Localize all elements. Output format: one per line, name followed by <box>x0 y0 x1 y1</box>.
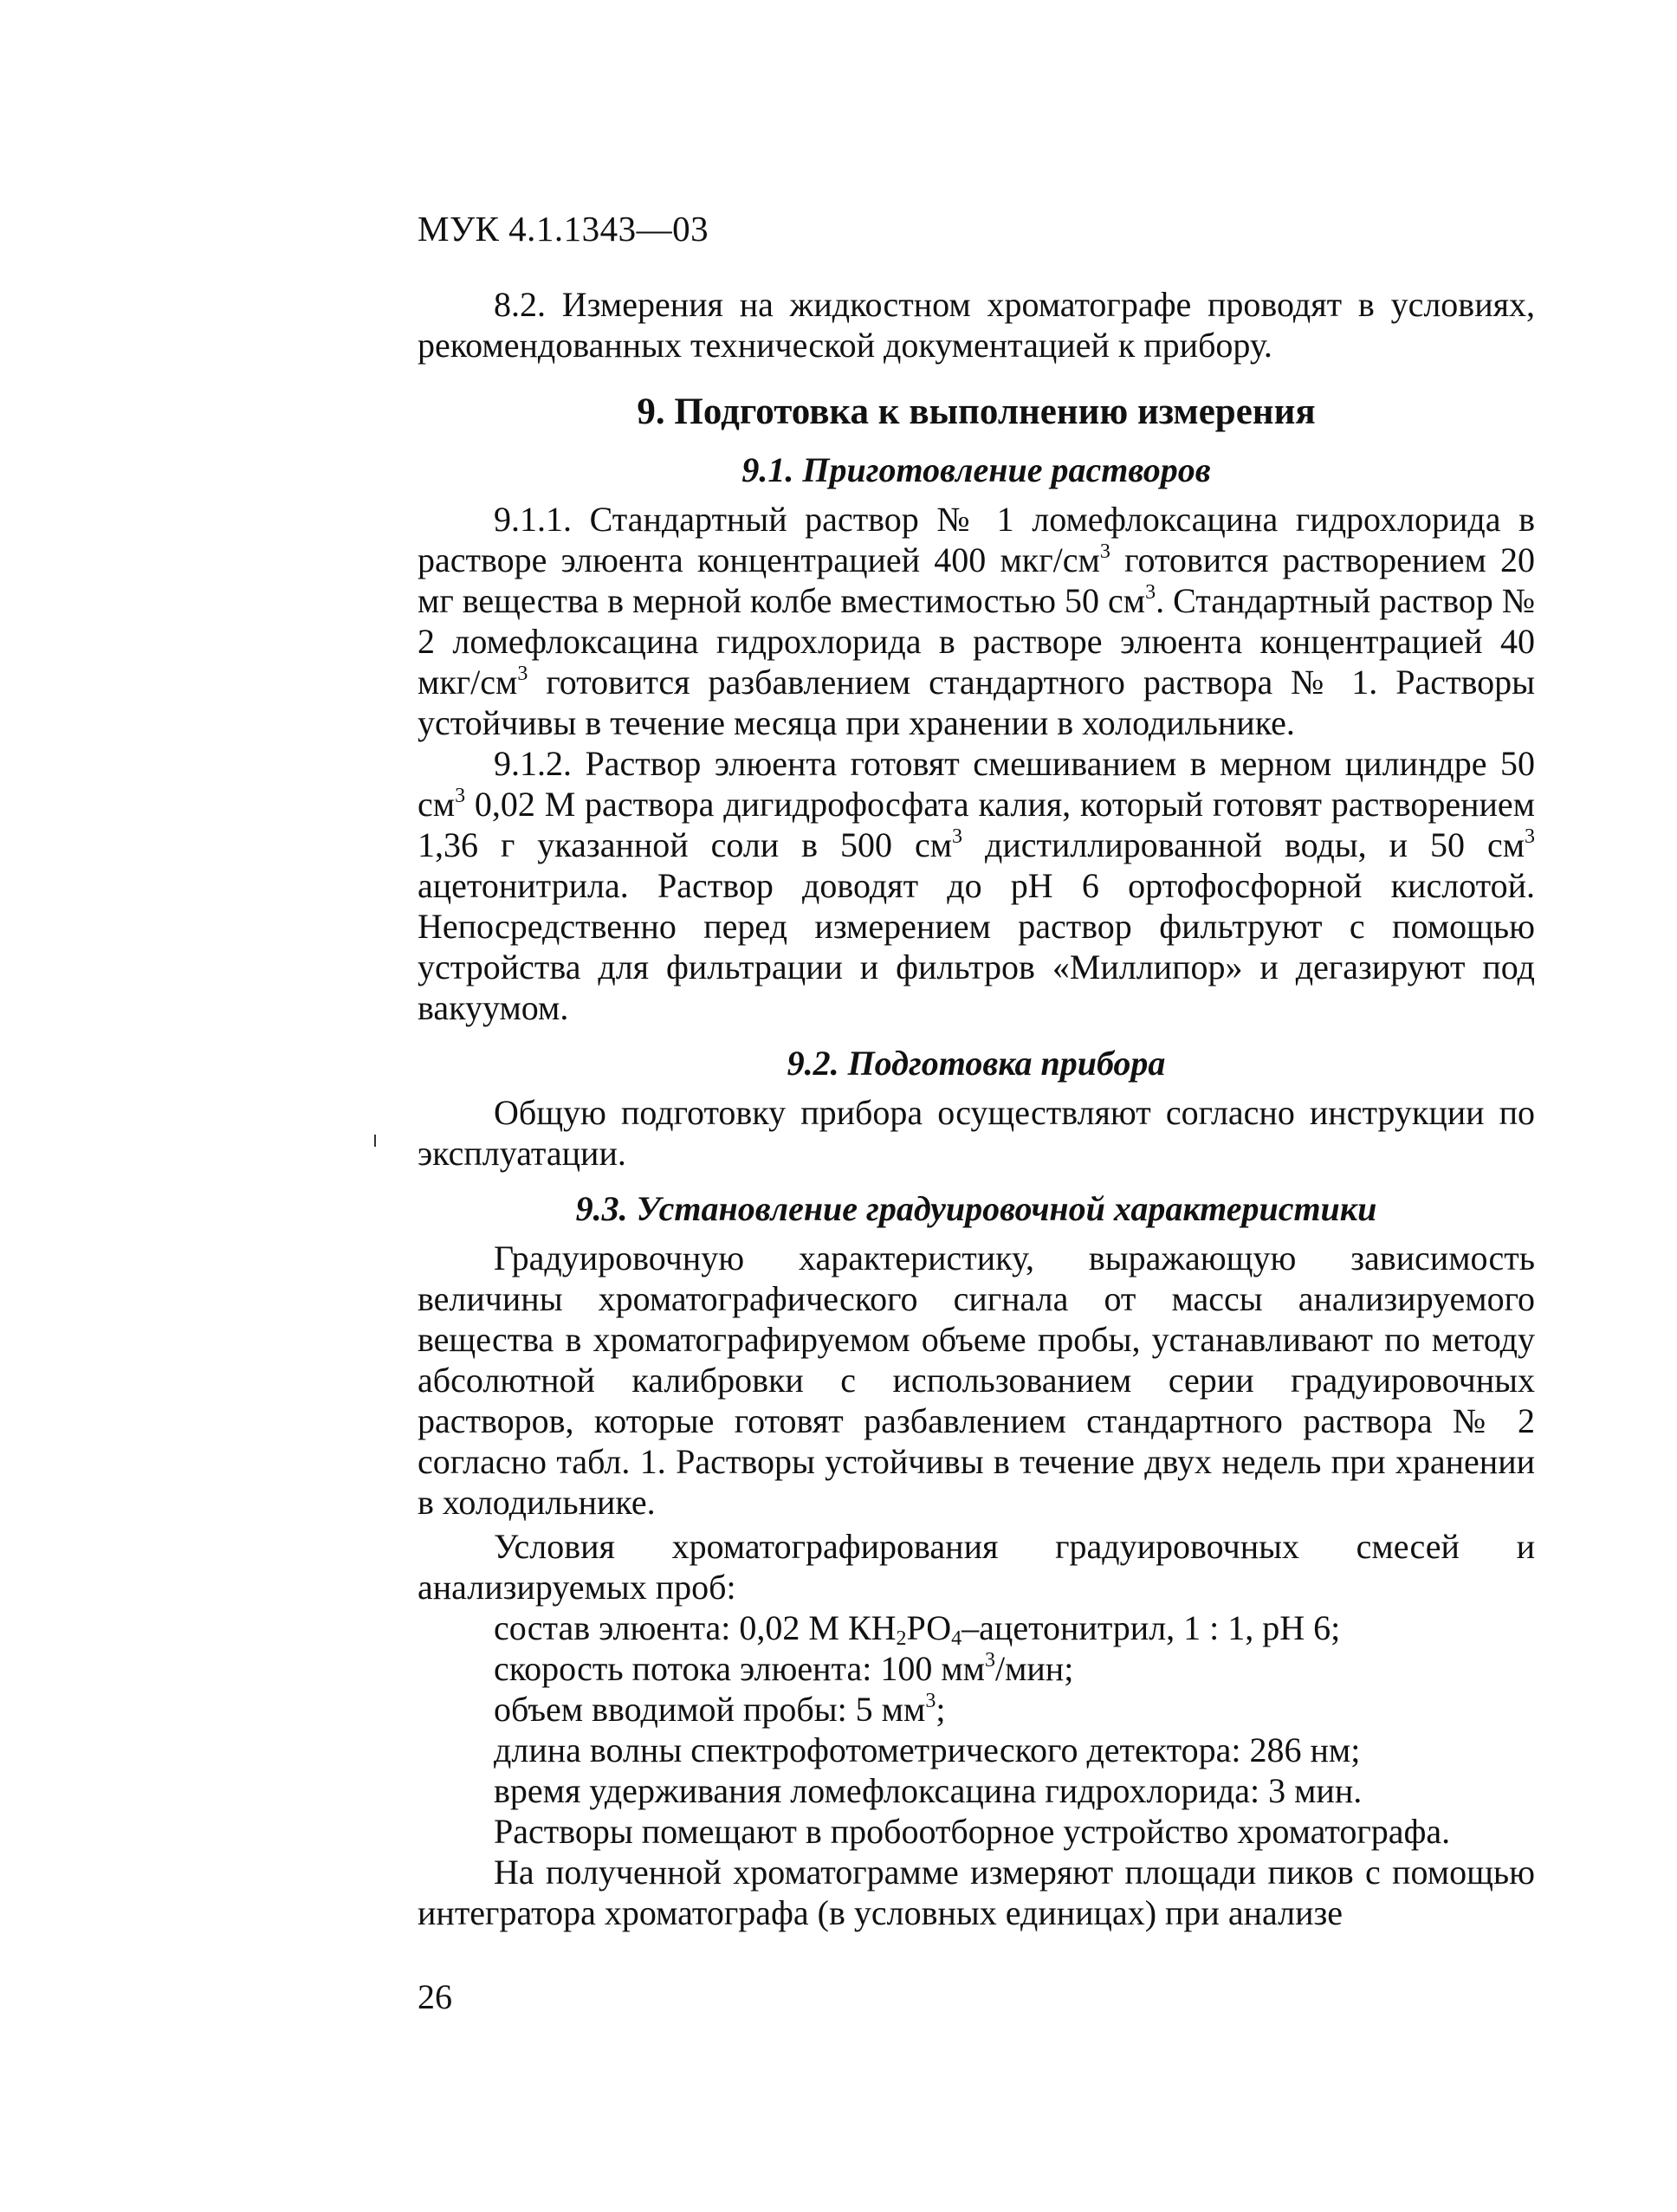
text-run: /мин; <box>994 1649 1074 1688</box>
paragraph-9-1-1 <box>418 499 1535 743</box>
paragraph-9-3-sampler: Растворы помещают в пробоотборное устройство хроматографа. <box>494 1812 1451 1851</box>
condition-eluent <box>418 1607 1535 1648</box>
superscript: 3 <box>1099 540 1110 563</box>
paragraph-9-3-conditions-intro: Условия хроматографирования градуировочных смесей и анализируемых проб: <box>418 1527 1535 1607</box>
paragraph-8-2: 8.2. Измерения на жидкостном хроматографе проводят в условиях, рекомендованных технической документацией к прибору. <box>418 285 1535 365</box>
text-run: объем вводимой пробы: 5 мм <box>494 1690 926 1729</box>
superscript: 3 <box>925 1690 936 1712</box>
paragraph-9-3-chromatogram: На полученной хроматограмме измеряют площади пиков с помощью интегратора хроматографа (в условных единицах) при анализе <box>418 1853 1535 1932</box>
text-run: дистиллированной воды, и 50 см <box>962 825 1525 864</box>
paragraph-9-1-2 <box>418 743 1535 1028</box>
paragraph-9-3-calibration: Градуировочную характеристику, выражающую зависимость величины хроматографического сигнала от массы анализируемого вещества в хроматографируемом объеме пробы, устанавливают по методу абсолютной калибровки с использованием серии градуировочных растворов, которые готовят разбавлением стандартного раствора № 2 согласно табл. 1. Растворы устойчивы в течение двух недель при хранении в холодильнике. <box>418 1239 1535 1522</box>
section-9-1-heading: 9.1. Приготовление растворов <box>741 450 1211 489</box>
text-run: ацетонитрила. Раствор доводят до рН 6 ортофосфорной кислотой. Непосредственно перед измерением раствор фильтруют с помощью устройства для фильтрации и фильтров «Миллипор» и дегазируют под вакуумом. <box>418 866 1535 1027</box>
conditions-list <box>418 1607 1535 1811</box>
scan-mark <box>374 1135 376 1147</box>
superscript: 3 <box>1525 825 1536 848</box>
text-run: –ацетонитрил, 1 : 1, рН 6; <box>962 1608 1341 1647</box>
text-run: РО <box>906 1608 952 1647</box>
condition-retention-time: время удерживания ломефлоксацина гидрохлорида: 3 мин. <box>494 1771 1363 1810</box>
text-run: состав элюента: 0,02 М КН <box>494 1608 897 1647</box>
condition-wavelength: длина волны спектрофотометрического детектора: 286 нм; <box>494 1730 1361 1769</box>
section-9-2-heading: 9.2. Подготовка прибора <box>787 1044 1166 1083</box>
text-run: ; <box>936 1690 946 1729</box>
superscript: 3 <box>952 825 963 848</box>
text-run: 0,02 М раствора дигидрофосфата калия, который готовят растворением 1,36 г указанной соли в 500 см <box>418 785 1535 864</box>
subscript: 2 <box>896 1627 907 1650</box>
superscript: 3 <box>455 785 466 807</box>
superscript: 3 <box>1145 581 1156 604</box>
subscript: 4 <box>951 1627 962 1650</box>
text-run: скорость потока элюента: 100 мм <box>494 1649 985 1688</box>
text-run: 9.1.1. Стандартный раствор № 1 ломефлоксацина гидрохлорида в растворе элюента концентрацией 400 мкг/см <box>418 500 1535 579</box>
document-code-header: МУК 4.1.1343—03 <box>418 209 709 249</box>
text-run: готовится разбавлением стандартного раствора № 1. Растворы устойчивы в течение месяца при хранении в холодильнике. <box>418 663 1535 742</box>
page-number: 26 <box>418 1977 452 2016</box>
condition-sample-volume <box>418 1689 1535 1730</box>
text-run: готовится растворением 20 мг вещества в мерной колбе вместимостью 50 см <box>418 540 1536 620</box>
condition-flow-rate <box>418 1648 1535 1689</box>
section-9-heading: 9. Подготовка к выполнению измерения <box>637 391 1316 432</box>
superscript: 3 <box>517 663 528 685</box>
text-run: . Стандартный раствор № 2 ломефлоксацина гидрохлорида в растворе элюента концентрацией 40 мкг/см <box>418 581 1536 702</box>
text-run: 9.1.2. Раствор элюента готовят смешиванием в мерном цилиндре 50 см <box>418 744 1535 824</box>
page-body <box>418 284 1535 1933</box>
superscript: 3 <box>984 1649 995 1672</box>
section-9-3-heading: 9.3. Установление градуировочной характеристики <box>575 1189 1377 1228</box>
paragraph-9-2: Общую подготовку прибора осуществляют согласно инструкции по эксплуатации. <box>418 1093 1535 1173</box>
